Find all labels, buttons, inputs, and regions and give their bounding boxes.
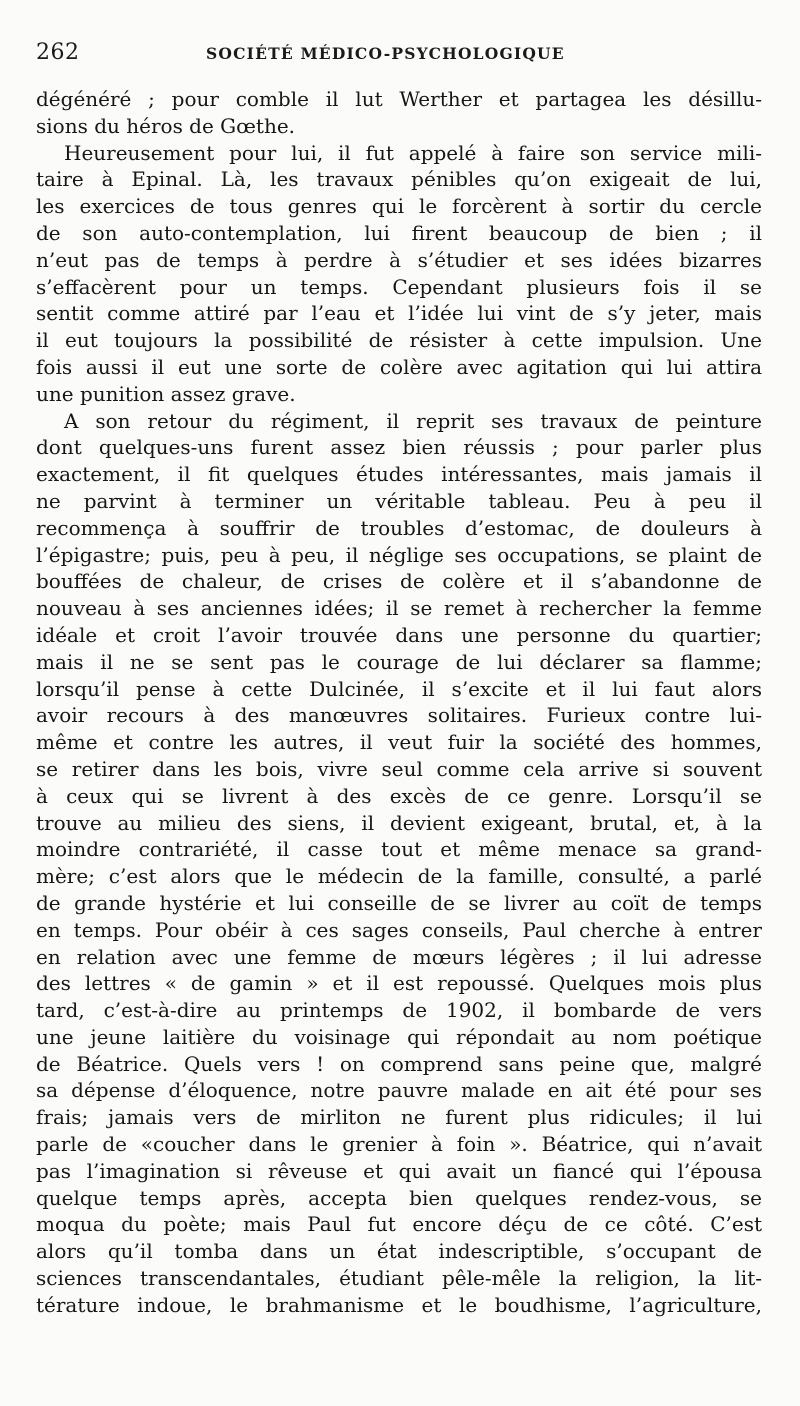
- running-head: SOCIÉTÉ MÉDICO-PSYCHOLOGIQUE: [206, 44, 565, 63]
- text-line: moqua du poète; mais Paul fut encore déçu de ce côté. C’est: [36, 1212, 762, 1237]
- text-line: exactement, il fit quelques études intéressantes, mais jamais il: [36, 462, 762, 487]
- text-line: moindre contrariété, il casse tout et même menace sa grand-: [36, 837, 762, 862]
- text-line: fois aussi il eut une sorte de colère avec agitation qui lui attira: [36, 354, 762, 379]
- text-line: se retirer dans les bois, vivre seul comme cela arrive si souvent: [36, 756, 762, 781]
- text-line: dont quelques-uns furent assez bien réussis ; pour parler plus: [36, 435, 762, 460]
- text-line: nouveau à ses anciennes idées; il se remet à rechercher la femme: [36, 596, 762, 621]
- text-line: idéale et croit l’avoir trouvée dans une personne du quartier;: [36, 622, 762, 647]
- text-line: une jeune laitière du voisinage qui répondait au nom poétique: [36, 1024, 762, 1049]
- text-line: A son retour du régiment, il reprit ses travaux de peinture: [64, 408, 762, 433]
- text-line: térature indoue, le brahmanisme et le boudhisme, l’agriculture,: [36, 1292, 762, 1317]
- text-line: n’eut pas de temps à perdre à s’étudier et ses idées bizarres: [36, 247, 762, 272]
- text-line: sa dépense d’éloquence, notre pauvre malade en ait été pour ses: [36, 1078, 762, 1103]
- text-line: taire à Epinal. Là, les travaux pénibles qu’on exigeait de lui,: [36, 167, 762, 192]
- text-line: des lettres « de gamin » et il est repoussé. Quelques mois plus: [36, 971, 762, 996]
- text-line: les exercices de tous genres qui le forcèrent à sortir du cercle: [36, 194, 762, 219]
- text-line: frais; jamais vers de mirliton ne furent plus ridicules; il lui: [36, 1105, 762, 1130]
- text-line: alors qu’il tomba dans un état indescriptible, s’occupant de: [36, 1239, 762, 1264]
- text-line: même et contre les autres, il veut fuir la société des hommes,: [36, 730, 762, 755]
- text-line: recommença à souffrir de troubles d’estomac, de douleurs à: [36, 515, 762, 540]
- text-line: en relation avec une femme de mœurs légères ; il lui adresse: [36, 944, 762, 969]
- text-line: s’effacèrent pour un temps. Cependant plusieurs fois il se: [36, 274, 762, 299]
- text-line: pas l’imagination si rêveuse et qui avait un fiancé qui l’épousa: [36, 1158, 762, 1183]
- page-header: [36, 40, 780, 74]
- text-line: en temps. Pour obéir à ces sages conseils, Paul cherche à entrer: [36, 917, 762, 942]
- text-line: parle de «coucher dans le grenier à foin ». Béatrice, qui n’avait: [36, 1132, 762, 1157]
- text-line: une punition assez grave.: [36, 381, 296, 406]
- page-number: 262: [36, 40, 80, 65]
- text-line: l’épigastre; puis, peu à peu, il néglige ses occupations, se plaint de: [36, 542, 762, 567]
- text-line: bouffées de chaleur, de crises de colère et il s’abandonne de: [36, 569, 762, 594]
- text-line: trouve au milieu des siens, il devient exigeant, brutal, et, à la: [36, 810, 762, 835]
- text-line: il eut toujours la possibilité de résister à cette impulsion. Une: [36, 328, 762, 353]
- text-line: sciences transcendantales, étudiant pêle-mêle la religion, la lit-: [36, 1266, 762, 1291]
- text-line: quelque temps après, accepta bien quelques rendez-vous, se: [36, 1185, 762, 1210]
- text-line: de son auto-contemplation, lui firent beaucoup de bien ; il: [36, 220, 762, 245]
- text-line: ne parvint à terminer un véritable tableau. Peu à peu il: [36, 488, 762, 513]
- text-line: de grande hystérie et lui conseille de se livrer au coït de temps: [36, 890, 762, 915]
- text-line: dégénéré ; pour comble il lut Werther et partagea les désillu-: [36, 87, 762, 111]
- text-line: Heureusement pour lui, il fut appelé à faire son service mili-: [64, 140, 762, 165]
- text-line: à ceux qui se livrent à des excès de ce genre. Lorsqu’il se: [36, 783, 762, 808]
- text-line: sentit comme attiré par l’eau et l’idée lui vint de s’y jeter, mais: [36, 301, 762, 326]
- text-line: mais il ne se sent pas le courage de lui déclarer sa flamme;: [36, 649, 762, 674]
- body-text: [36, 86, 762, 1319]
- text-line: mère; c’est alors que le médecin de la famille, consulté, a parlé: [36, 864, 762, 889]
- text-line: tard, c’est-à-dire au printemps de 1902, il bombarde de vers: [36, 998, 762, 1023]
- text-line: avoir recours à des manœuvres solitaires. Furieux contre lui-: [36, 703, 762, 728]
- text-line: lorsqu’il pense à cette Dulcinée, il s’excite et il lui faut alors: [36, 676, 762, 701]
- text-line: sions du héros de Gœthe.: [36, 113, 296, 138]
- text-line: de Béatrice. Quels vers ! on comprend sans peine que, malgré: [36, 1051, 762, 1076]
